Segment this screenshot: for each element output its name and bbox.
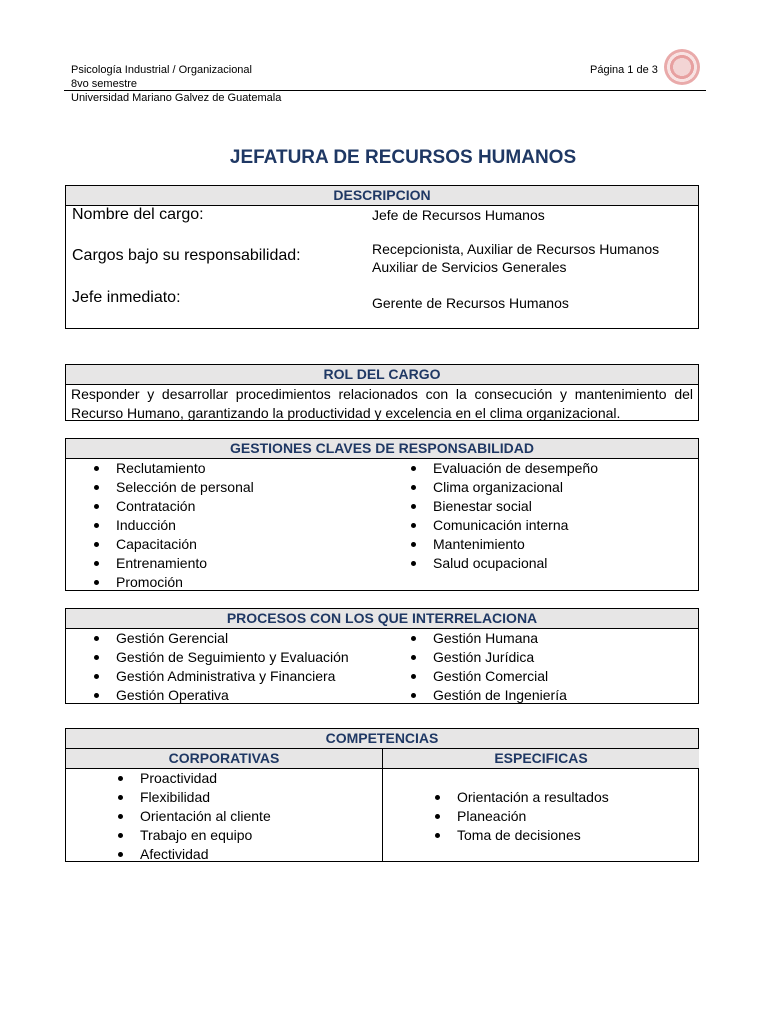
list-item: Flexibilidad: [140, 788, 271, 807]
header-divider: [64, 90, 706, 91]
list-item: Selección de personal: [116, 479, 254, 495]
list-item: Clima organizacional: [433, 478, 598, 497]
list-item: Comunicación interna: [433, 516, 598, 535]
procesos-right-list: [433, 629, 567, 705]
cargo-value: Jefe de Recursos Humanos: [372, 207, 545, 223]
gestiones-left-list: [116, 459, 254, 592]
list-item: Gestión Gerencial: [116, 629, 349, 648]
university-seal-icon: [664, 49, 700, 85]
list-item: Entrenamiento: [116, 554, 254, 573]
procesos-left-list: [116, 629, 349, 705]
list-item: Gestión de Seguimiento y Evaluación: [116, 649, 349, 665]
list-item: Trabajo en equipo: [140, 826, 271, 845]
especificas-heading: ESPECIFICAS: [383, 749, 699, 768]
competencias-heading: COMPETENCIAS: [66, 729, 698, 749]
list-item: Mantenimiento: [433, 535, 598, 554]
list-item: Promoción: [116, 573, 254, 592]
list-item: Gestión Humana: [433, 629, 567, 648]
list-item: Planeación: [457, 807, 609, 826]
rol-text: Responder y desarrollar procedimientos relacionados con la consecución y mantenimiento del Recurso Humano, garantizando la productividad y excelencia en el clima organizacional.: [71, 386, 693, 421]
list-item: Evaluación de desempeño: [433, 460, 599, 476]
list-item: Toma de decisiones: [457, 826, 609, 845]
list-item: Gestión Jurídica: [433, 648, 567, 667]
jefe-inmediato-value: Gerente de Recursos Humanos: [372, 295, 569, 311]
cargos-bajo-value: Recepcionista, Auxiliar de Recursos Humanos: [372, 241, 660, 257]
list-item: Contratación: [116, 497, 254, 516]
competencias-section: [65, 728, 699, 862]
cargo-label: Nombre del cargo:: [72, 206, 204, 223]
competencias-divider: [382, 748, 383, 861]
page-number: Página 1 de 3: [590, 64, 658, 76]
list-item: Reclutamiento: [116, 459, 254, 478]
list-item: Proactividad: [140, 769, 271, 788]
jefe-inmediato-label: Jefe inmediato:: [72, 289, 181, 306]
header-semester: 8vo semestre: [71, 78, 138, 90]
gestiones-heading: GESTIONES CLAVES DE RESPONSABILIDAD: [66, 439, 698, 459]
list-item: Orientación a resultados: [457, 789, 609, 805]
gestiones-section: [65, 438, 699, 591]
list-item: Salud ocupacional: [433, 554, 598, 573]
list-item: Bienestar social: [433, 497, 598, 516]
rol-section: [65, 364, 699, 421]
header-university: Universidad Mariano Galvez de Guatemala: [71, 92, 282, 104]
cargos-bajo-value-2: Auxiliar de Servicios Generales: [372, 259, 567, 275]
page-header: [71, 63, 281, 105]
procesos-heading: PROCESOS CON LOS QUE INTERRELACIONA: [66, 609, 698, 629]
list-item: Capacitación: [116, 535, 254, 554]
gestiones-right-list: [433, 459, 598, 573]
page-title: JEFATURA DE RECURSOS HUMANOS: [229, 147, 577, 168]
descripcion-section: [65, 185, 699, 329]
cargos-bajo-label: Cargos bajo su responsabilidad:: [72, 247, 301, 264]
rol-heading: ROL DEL CARGO: [66, 365, 698, 385]
corporativas-heading: CORPORATIVAS: [66, 749, 383, 768]
list-item: Inducción: [116, 516, 254, 535]
especificas-list: [457, 788, 609, 845]
list-item: Afectividad: [140, 845, 271, 864]
header-course: Psicología Industrial / Organizacional: [71, 64, 252, 76]
list-item: Gestión Operativa: [116, 686, 349, 705]
corporativas-list: [140, 769, 271, 864]
list-item: Gestión de Ingeniería: [433, 687, 567, 703]
list-item: Gestión Administrativa y Financiera: [116, 667, 349, 686]
procesos-section: [65, 608, 699, 704]
descripcion-heading: DESCRIPCION: [66, 186, 698, 206]
list-item: Gestión Comercial: [433, 667, 567, 686]
list-item: Orientación al cliente: [140, 808, 271, 824]
